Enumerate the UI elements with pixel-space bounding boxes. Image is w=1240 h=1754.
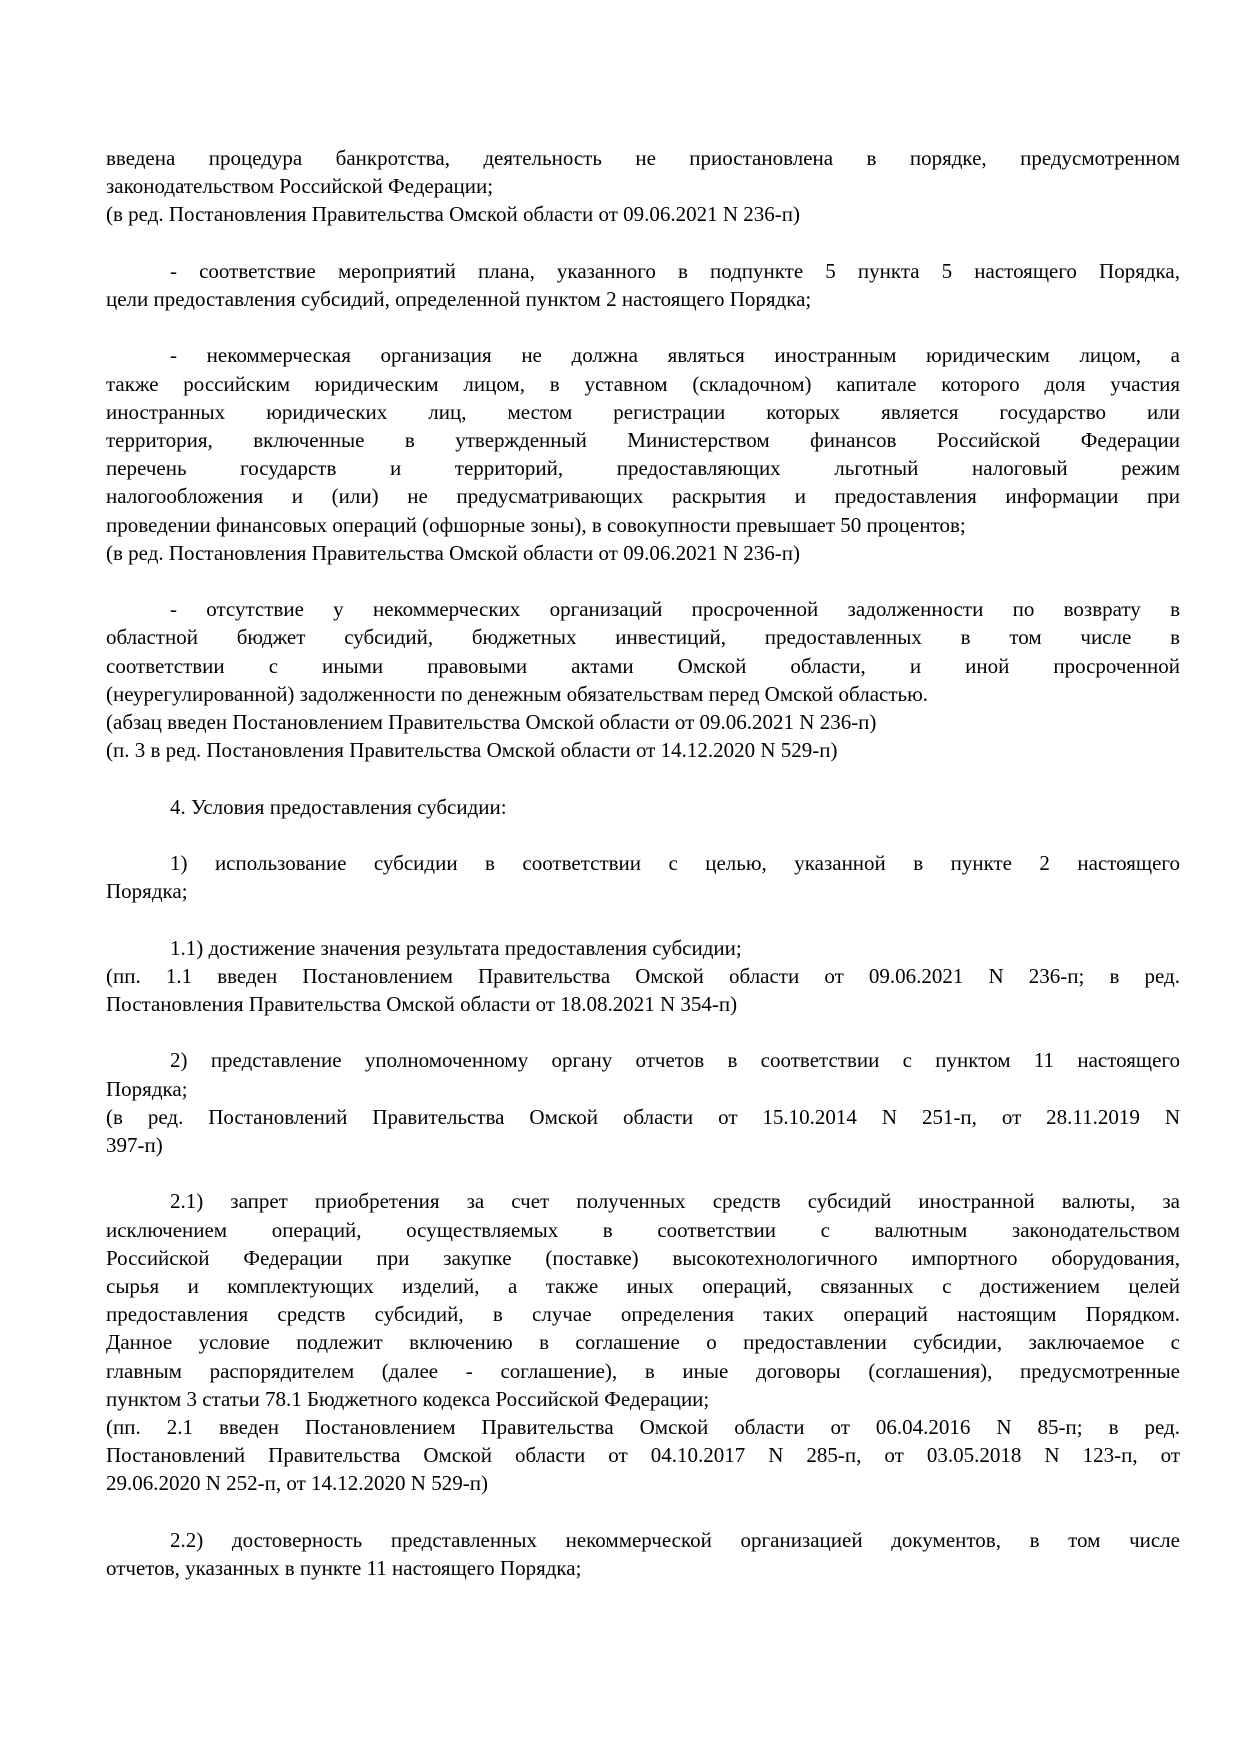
paragraph [106, 1187, 1180, 1413]
text-line: (п. 3 в ред. Постановления Правительства Омской области от 14.12.2020 N 529-п) [106, 738, 838, 763]
text-line: пунктом 3 статьи 78.1 Бюджетного кодекса Российской Федерации; [106, 1386, 710, 1411]
text-line: законодательством Российской Федерации; [106, 174, 494, 199]
amendment-note [106, 736, 1180, 764]
text-line: введена процедура банкротства, деятельность не приостановлена в порядке, предусмотренном [106, 146, 1180, 170]
text-line: проведении финансовых операций (офшорные зоны), в совокупности превышает 50 процентов; [106, 512, 966, 537]
amendment-note [106, 539, 1180, 567]
text-line: 4. Условия предоставления субсидии: [170, 794, 507, 819]
paragraph [106, 934, 1180, 962]
text-line: цели предоставления субсидий, определенной пунктом 2 настоящего Порядка; [106, 287, 812, 311]
text-line: предоставления средств субсидий, в случае определения таких операций настоящим Порядком. [106, 1302, 1180, 1327]
amendment-note [106, 708, 1180, 736]
text-line: - некоммерческая организация не должна являться иностранным юридическим лицом, а [170, 343, 1180, 368]
text-line: также российским юридическим лицом, в уставном (складочном) капитале которого доля участия [106, 371, 1180, 396]
paragraph [106, 1046, 1180, 1102]
paragraph [106, 793, 1180, 821]
text-line: (пп. 1.1 введен Постановлением Правительства Омской области от 09.06.2021 N 236-п; в ред. [106, 963, 1180, 988]
text-line: Данное условие подлежит включению в соглашение о предоставлении субсидии, заключаемое с [106, 1330, 1180, 1355]
text-line: Российской Федерации при закупке (поставке) высокотехнологичного импортного оборудования, [106, 1245, 1180, 1270]
paragraph [106, 144, 1180, 200]
amendment-note [106, 962, 1180, 1018]
paragraph [106, 1526, 1180, 1582]
paragraph [106, 341, 1180, 538]
text-line: иностранных юридических лиц, местом регистрации которых является государство или [106, 399, 1180, 424]
paragraph [106, 849, 1180, 905]
text-line: - отсутствие у некоммерческих организаций просроченной задолженности по возврату в [170, 597, 1180, 622]
amendment-note [106, 1413, 1180, 1498]
text-line: Постановления Правительства Омской области от 18.08.2021 N 354-п) [106, 992, 738, 1016]
text-line: 397-п) [106, 1133, 163, 1157]
document-text-block [106, 144, 1180, 1582]
amendment-note [106, 200, 1180, 228]
text-line: 29.06.2020 N 252-п, от 14.12.2020 N 529-п) [106, 1471, 488, 1496]
amendment-note [106, 1103, 1180, 1159]
text-line: - соответствие мероприятий плана, указанного в подпункте 5 пункта 5 настоящего Порядка, [170, 258, 1180, 283]
paragraph [106, 257, 1180, 313]
text-line: 1.1) достижение значения результата предоставления субсидии; [170, 935, 742, 960]
text-line: налогообложения и (или) не предусматривающих раскрытия и предоставления информации при [106, 484, 1180, 509]
text-line: (неурегулированной) задолженности по денежным обязательствам перед Омской областью. [106, 681, 929, 706]
text-line: 2.2) достоверность представленных некоммерческой организацией документов, в том числе [170, 1527, 1180, 1552]
text-line: перечень государств и территорий, предоставляющих льготный налоговый режим [106, 456, 1180, 481]
text-line: исключением операций, осуществляемых в соответствии с валютным законодательством [106, 1217, 1180, 1242]
text-line: 1) использование субсидии в соответствии с целью, указанной в пункте 2 настоящего [170, 851, 1180, 875]
text-line: 2.1) запрет приобретения за счет полученных средств субсидий иностранной валюты, за [170, 1189, 1180, 1214]
text-line: Порядка; [106, 1076, 188, 1101]
text-line: Порядка; [106, 879, 188, 904]
paragraph [106, 595, 1180, 708]
text-line: областной бюджет субсидий, бюджетных инвестиций, предоставленных в том числе в [106, 625, 1180, 650]
text-line: соответствии с иными правовыми актами Омской области, и иной просроченной [106, 653, 1180, 678]
text-line: главным распорядителем (далее - соглашение), в иные договоры (соглашения), предусмотренные [106, 1358, 1180, 1383]
text-line: сырья и комплектующих изделий, а также иных операций, связанных с достижением целей [106, 1274, 1180, 1298]
text-line: территория, включенные в утвержденный Министерством финансов Российской Федерации [106, 428, 1180, 452]
text-line: (абзац введен Постановлением Правительства Омской области от 09.06.2021 N 236-п) [106, 710, 877, 735]
text-line: (в ред. Постановления Правительства Омской области от 09.06.2021 N 236-п) [106, 540, 801, 565]
text-line: отчетов, указанных в пункте 11 настоящего Порядка; [106, 1556, 582, 1581]
text-line: (в ред. Постановлений Правительства Омской области от 15.10.2014 N 251-п, от 28.11.2019 N [106, 1104, 1180, 1129]
text-line: (в ред. Постановления Правительства Омской области от 09.06.2021 N 236-п) [106, 202, 801, 227]
text-line: (пп. 2.1 введен Постановлением Правительства Омской области от 06.04.2016 N 85-п; в ред. [106, 1415, 1180, 1440]
text-line: 2) представление уполномоченному органу отчетов в соответствии с пунктом 11 настоящего [170, 1048, 1180, 1073]
text-line: Постановлений Правительства Омской области от 04.10.2017 N 285-п, от 03.05.2018 N 123-п, от [106, 1443, 1180, 1468]
